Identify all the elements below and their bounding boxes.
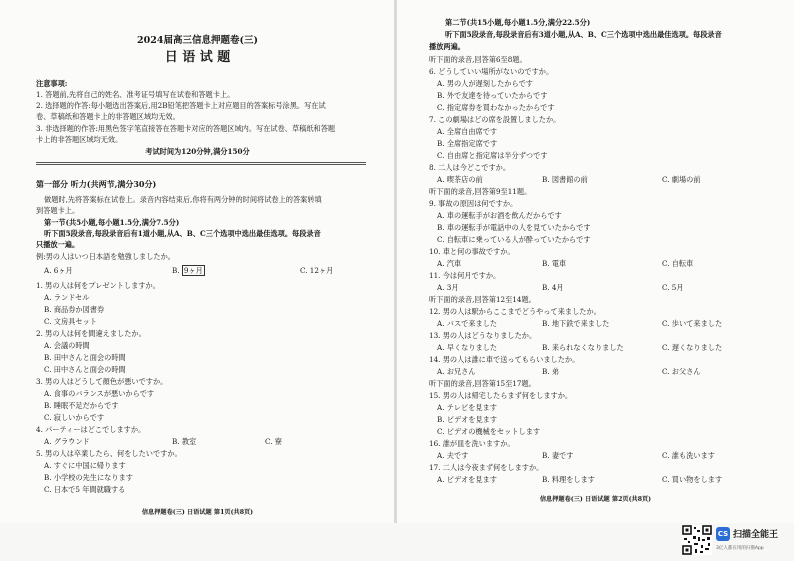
option-line: A. お兄さん bbox=[437, 367, 476, 376]
option-line: B. 外で友達を待っていたからです bbox=[437, 91, 548, 100]
option-line: B. 来られなくなりました bbox=[542, 343, 624, 352]
subject-title: 日 语 试 题 bbox=[164, 50, 231, 65]
qr-code-icon bbox=[682, 525, 712, 555]
group-instruction: 听下面的录音,回答第15至17题。 bbox=[429, 379, 536, 388]
option-line: C. 誰も洗います bbox=[662, 451, 715, 460]
option-line: A. 食事のバランスが悪いからです bbox=[44, 389, 155, 398]
option-line: A. テレビを見ます bbox=[437, 403, 497, 412]
question-line: 17. 二人は今夜まず何をしますか。 bbox=[429, 463, 544, 472]
option-line: A. 会議の時間 bbox=[44, 341, 90, 350]
option-line: B. 教室 bbox=[172, 437, 197, 446]
question-line: 4. パーティーはどこでしますか。 bbox=[36, 425, 146, 434]
option-line: B. 料理をします bbox=[542, 475, 595, 484]
option-line: C. 自転車に乗っている人が酔っていたからです bbox=[437, 235, 591, 244]
scanner-brand-name: 扫描全能王 bbox=[733, 530, 779, 540]
camscanner-logo-icon: CS bbox=[716, 527, 730, 541]
option-line: B. 弟 bbox=[542, 367, 560, 376]
notice-title: 注意事项: bbox=[36, 79, 68, 88]
option-line: B. 全席指定席です bbox=[437, 139, 498, 148]
option-line: A. すぐに中国に帰ります bbox=[44, 461, 126, 470]
exam-page-2 bbox=[397, 0, 794, 523]
option-line: A. 汽車 bbox=[437, 259, 462, 268]
question-line: 15. 男の人は帰宅したらまず何をしますか。 bbox=[429, 391, 573, 400]
option-line: A. ランドセル bbox=[44, 293, 90, 302]
question-line: 11. 今は何月ですか。 bbox=[429, 271, 501, 280]
example-answer-box: 9ヶ月 bbox=[183, 266, 203, 275]
option-line: B. 地下鉄で来ました bbox=[542, 319, 610, 328]
option-line: C. 5月 bbox=[662, 283, 684, 292]
option-line: A. 全席自由席です bbox=[437, 127, 498, 136]
question-line: 7. この劇場はどの席を設置しましたか。 bbox=[429, 115, 561, 124]
option-line: C. 寂しいからです bbox=[44, 413, 105, 422]
question-line: 16. 誰が皿を洗いますか。 bbox=[429, 439, 515, 448]
option-line: C. 日本で5 年間就職する bbox=[44, 485, 126, 494]
option-line: B. 睡眠不足だからです bbox=[44, 401, 119, 410]
example-option-a: A. 6ヶ月 bbox=[44, 266, 73, 275]
question-line: 1. 男の人は何をプレゼントしますか。 bbox=[36, 281, 160, 290]
group-instruction: 听下面的录音,回答第12至14题。 bbox=[429, 295, 536, 304]
question-line: 13. 男の人はどうなりましたか。 bbox=[429, 331, 537, 340]
option-line: B. 4月 bbox=[542, 283, 564, 292]
group-instruction: 听下面的录音,回答第9至11题。 bbox=[429, 187, 532, 196]
option-line: A. グラウンド bbox=[44, 437, 90, 446]
notice-line: 卷、草稿纸和答题卡上的非答题区域均无效。 bbox=[36, 112, 180, 121]
option-line: C. 遅くなりました bbox=[662, 343, 723, 352]
option-line: C. 寮 bbox=[265, 437, 282, 446]
option-line: B. 車の運転手が電話中の人を見ていたからです bbox=[437, 223, 591, 232]
question-line: 10. 車と何の事故ですか。 bbox=[429, 247, 515, 256]
option-line: C. ビデオの機械をセットします bbox=[437, 427, 541, 436]
question-line: 12. 男の人は駅からここまでどうやって来ましたか。 bbox=[429, 307, 601, 316]
notice-line: 1. 答题前,先将自己的姓名、准考证号填写在试卷和答题卡上。 bbox=[36, 90, 235, 99]
option-line: A. 車の運転手がお酒を飲んだからです bbox=[437, 211, 562, 220]
time-score: 考试时间为120分钟,满分150分 bbox=[145, 147, 250, 156]
notice-line: 2. 选择题的作答:每小题选出答案后,用2B铅笔把答题卡上对应题目的答案标号涂黑。写在试 bbox=[36, 101, 326, 110]
section2-title: 第二节(共15小题,每小题1.5分,满分22.5分) bbox=[445, 18, 591, 27]
option-line: A. 夫です bbox=[437, 451, 469, 460]
question-line: 3. 男の人はどうして顔色が悪いですか。 bbox=[36, 377, 168, 386]
page-footer: 信息押题卷(三) 日语试题 第2页(共8页) bbox=[539, 496, 652, 503]
option-line: C. 自由席と指定席は半分ずつです bbox=[437, 151, 548, 160]
exam-title: 2024届高三信息押题卷(三) bbox=[137, 35, 258, 46]
page-footer: 信息押题卷(三) 日语试题 第1页(共8页) bbox=[141, 509, 254, 516]
option-line: C. お父さん bbox=[662, 367, 701, 376]
section2-desc: 听下面5段录音,每段录音后有3道小题,从A、B、C三个选项中选出最佳选项。每段录音 bbox=[445, 30, 722, 39]
example-question: 例:男の人はいつ日本語を勉強しましたか。 bbox=[36, 252, 175, 261]
question-line: 6. どうしていい場所がないのですか。 bbox=[429, 67, 554, 76]
option-line: C. 文房具セット bbox=[44, 317, 97, 326]
option-line: C. 買い物をします bbox=[662, 475, 723, 484]
example-option-b bbox=[172, 266, 205, 275]
scanner-tagline: 3亿人都在用的扫描App bbox=[716, 546, 764, 551]
option-line: B. 田中さんと面会の時間 bbox=[44, 353, 126, 362]
question-line: 8. 二人は今どこですか。 bbox=[429, 163, 511, 172]
example-option-c: C. 12ヶ月 bbox=[300, 266, 334, 275]
scanner-watermark-bar bbox=[0, 523, 794, 561]
part1-desc: 到答题卡上。 bbox=[36, 206, 80, 215]
section1-desc: 只播放一遍。 bbox=[36, 240, 80, 249]
option-line: B. ビデオを見ます bbox=[437, 415, 498, 424]
section1-desc: 听下面5段录音,每段录音后有1道小题,从A、B、C三个选项中选出最佳选项。每段录音 bbox=[44, 229, 321, 238]
divider bbox=[36, 164, 366, 165]
option-line: B. 電車 bbox=[542, 259, 567, 268]
question-line: 14. 男の人は誰に車で送ってもらいましたか。 bbox=[429, 355, 580, 364]
question-line: 2. 男の人は何を間違えましたか。 bbox=[36, 329, 146, 338]
option-line: C. 劇場の前 bbox=[662, 175, 701, 184]
option-line: A. 喫茶店の前 bbox=[437, 175, 483, 184]
option-line: B. 商品券か図書券 bbox=[44, 305, 105, 314]
notice-line: 3. 非选择题的作答:用黑色签字笔直接答在答题卡对应的答题区域内。写在试卷、草稿纸和答题 bbox=[36, 124, 336, 133]
question-line: 5. 男の人は卒業したら、何をしたいですか。 bbox=[36, 449, 182, 458]
option-line: A. ビデオを見ます bbox=[437, 475, 497, 484]
group-instruction: 听下面的录音,回答第6至8题。 bbox=[429, 55, 527, 64]
option-line: C. 自転車 bbox=[662, 259, 694, 268]
section2-desc: 播放两遍。 bbox=[429, 42, 465, 51]
part1-desc: 做题时,先将答案标在试卷上。录音内容结束后,你将有两分钟的时间将试卷上的答案转填 bbox=[44, 195, 322, 204]
option-line: A. 3月 bbox=[437, 283, 459, 292]
option-line: B. 小学校の先生になります bbox=[44, 473, 133, 482]
option-line: A. 男の人が遅刻したからです bbox=[437, 79, 533, 88]
notice-line: 卡上的非答题区域均无效。 bbox=[36, 135, 123, 144]
option-line: B. 図書館の前 bbox=[542, 175, 588, 184]
option-line: B. 妻です bbox=[542, 451, 574, 460]
option-line: C. 田中さんと面会の時間 bbox=[44, 365, 126, 374]
divider bbox=[36, 162, 366, 163]
example-option-b-letter: B. bbox=[172, 266, 180, 275]
section1-title: 第一节(共5小题,每小题1.5分,满分7.5分) bbox=[44, 218, 180, 227]
question-line: 9. 事故の原因は何ですか。 bbox=[429, 199, 518, 208]
option-line: C. 指定席券を買わなかったからです bbox=[437, 103, 555, 112]
part1-title: 第一部分 听力(共两节,满分30分) bbox=[36, 179, 157, 189]
option-line: A. バスで来ました bbox=[437, 319, 498, 328]
exam-page-1 bbox=[0, 0, 395, 523]
option-line: C. 歩いて来ました bbox=[662, 319, 723, 328]
option-line: A. 早くなりました bbox=[437, 343, 498, 352]
